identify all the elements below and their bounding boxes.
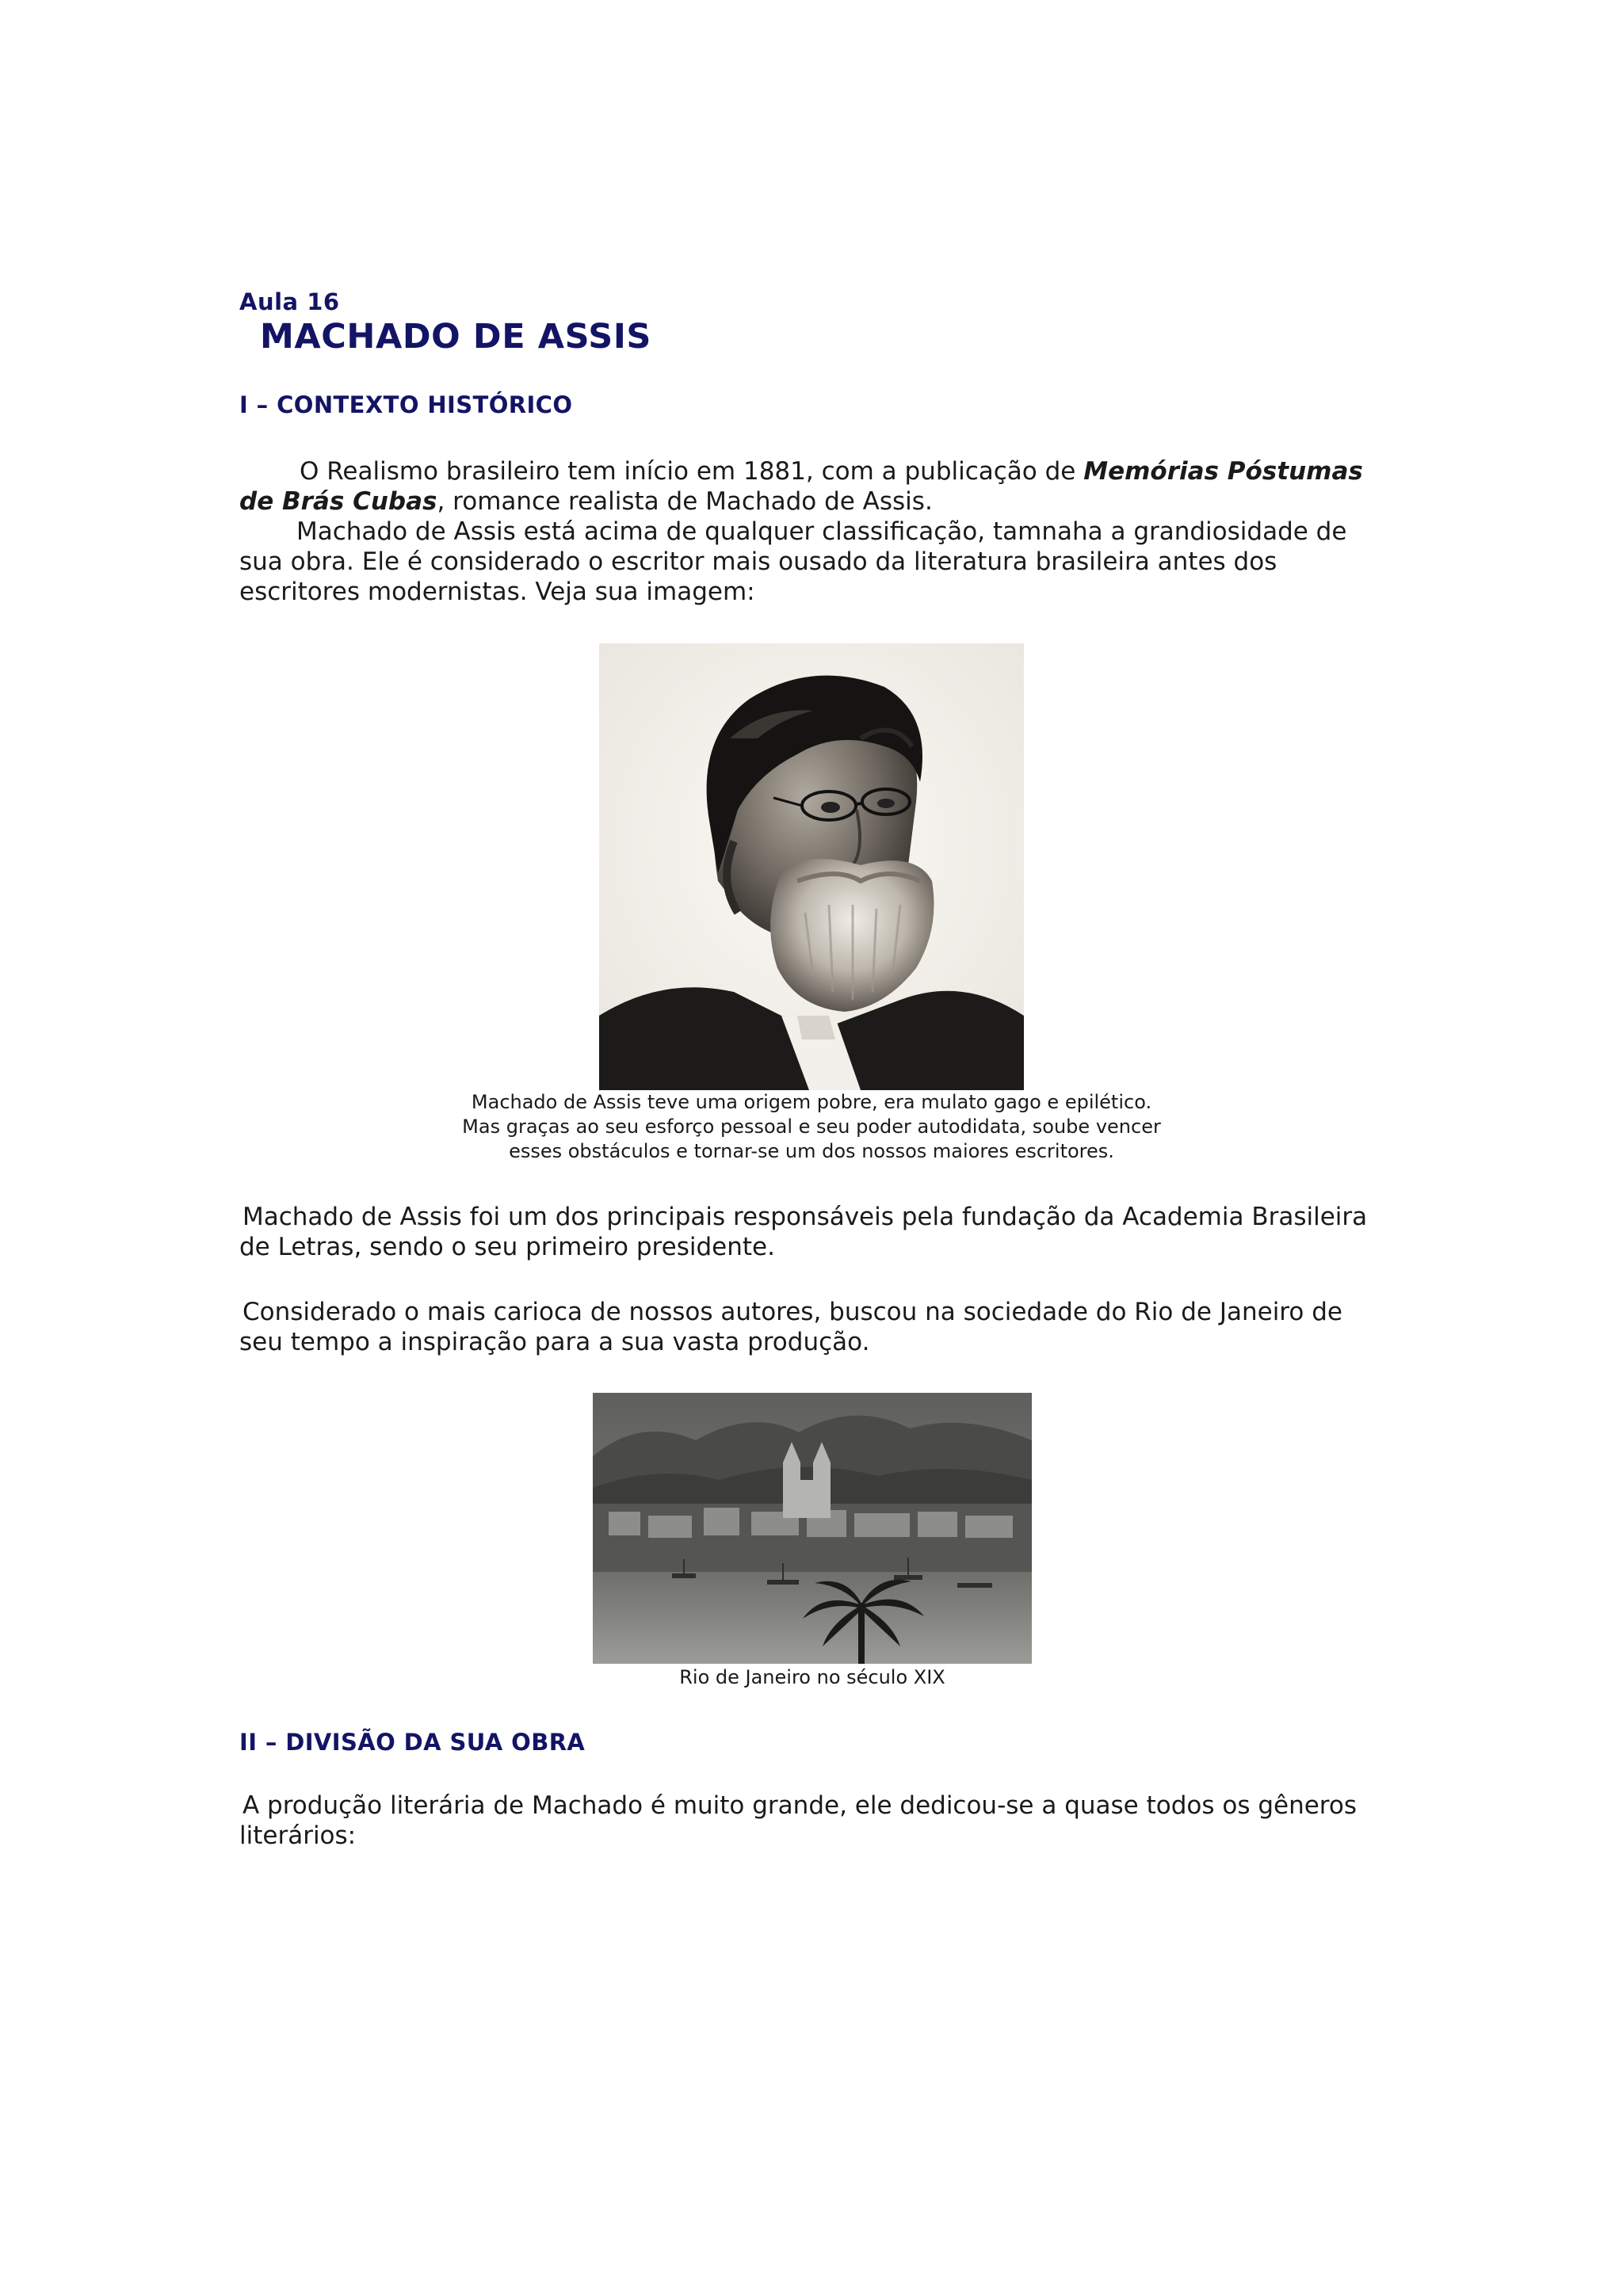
portrait-caption-line: Mas graças ao seu esforço pessoal e seu poder autodidata, soube vencer [462, 1116, 1161, 1138]
paragraph-realism: O Realismo brasileiro tem início em 1881, com a publicação de Memórias Póstumas de Brás Cubas, romance realista de Machado de Assis. [239, 457, 1363, 516]
section-heading-context: I – CONTEXTO HISTÓRICO [239, 391, 573, 418]
section-heading-work-division: II – DIVISÃO DA SUA OBRA [239, 1729, 586, 1756]
lesson-label: Aula 16 [239, 288, 340, 315]
paragraph-academy: Machado de Assis foi um dos principais responsáveis pela fundação da Academia Brasileira de Letras, sendo o seu primeiro presidente. [239, 1203, 1368, 1261]
rio-photo [593, 1393, 1032, 1664]
portrait-caption-line: esses obstáculos e tornar-se um dos nossos maiores escritores. [509, 1140, 1114, 1162]
book-title: Memórias Póstumas de Brás Cubas [239, 457, 1363, 516]
paragraph-classification: Machado de Assis está acima de qualquer classificação, tamnaha a grandiosidade de sua obra. Ele é considerado o escritor mais ousado da literatura brasileira antes dos escritores modernistas. Veja sua imagem: [239, 517, 1347, 606]
portrait-caption [358, 1090, 1265, 1164]
paragraph-production: A produção literária de Machado é muito grande, ele dedicou-se a quase todos os gêneros literários: [239, 1791, 1357, 1850]
portrait-photo [599, 643, 1024, 1090]
intro-paragraphs [239, 456, 1381, 607]
paragraph-carioca: Considerado o mais carioca de nossos autores, buscou na sociedade do Rio de Janeiro de seu tempo a inspiração para a sua vasta produção. [239, 1298, 1342, 1356]
portrait-caption-line: Machado de Assis teve uma origem pobre, era mulato gago e epilético. [471, 1091, 1152, 1113]
page-title: MACHADO DE ASSIS [260, 317, 652, 357]
rio-caption: Rio de Janeiro no século XIX [679, 1666, 945, 1688]
